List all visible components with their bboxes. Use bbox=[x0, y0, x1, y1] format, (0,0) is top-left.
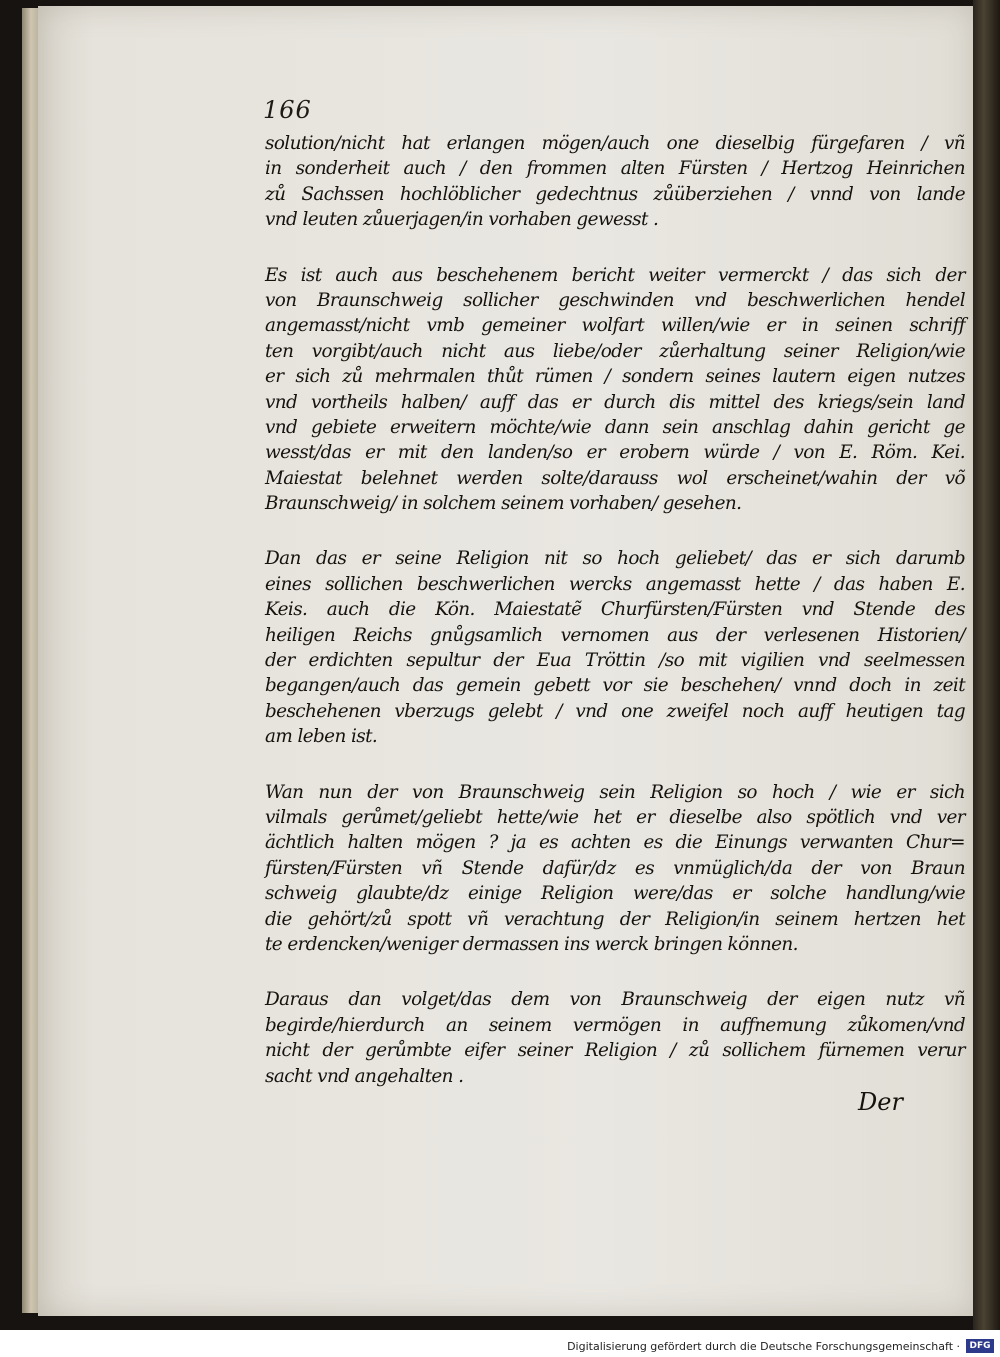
text-line: Maiestat belehnet werden solte/darauss wol erscheinet/wahin der võ bbox=[265, 467, 965, 489]
text-line: ten vorgibt/auch nicht aus liebe/oder zůerhaltung seiner Religion/wie bbox=[265, 340, 965, 362]
text-line: vnd gebiete erweitern möchte/wie dann sein anschlag dahin gericht ge bbox=[265, 416, 965, 438]
text-line: Daraus dan volget/das dem von Braunschweig der eigen nutz vñ bbox=[265, 989, 965, 1011]
text-line: eines sollichen beschwerlichen wercks angemasst hette / das haben E. bbox=[265, 573, 965, 595]
text-line: te erdencken/weniger dermassen ins werck bringen können. bbox=[265, 933, 798, 955]
page-shadow-strip bbox=[973, 0, 1000, 1330]
text-line: vnd vortheils halben/ auff das er durch dis mittel des kriegs/sein land bbox=[265, 391, 965, 413]
text-line: sacht vnd angehalten . bbox=[265, 1065, 464, 1087]
catchword: Der bbox=[858, 1088, 903, 1116]
footer-credit: Digitalisierung gefördert durch die Deutsche Forschungsgemeinschaft · bbox=[567, 1340, 960, 1353]
paragraph-2 bbox=[265, 263, 965, 517]
text-line: wesst/das er mit den landen/so er erobern würde / von E. Röm. Kei. bbox=[265, 442, 965, 464]
text-line: vilmals gerůmet/geliebt hette/wie het er dieselbe also spötlich vnd ver bbox=[265, 806, 965, 828]
text-line: von Braunschweig sollicher geschwinden vnd beschwerlichen hendel bbox=[265, 289, 965, 311]
text-line: heiligen Reichs gnůgsamlich vernomen aus der verlesenen Historien/ bbox=[265, 624, 965, 646]
text-line: begirde/hierdurch an seinem vermögen in auffnemung zůkomen/vnd bbox=[265, 1014, 965, 1036]
text-line: Wan nun der von Braunschweig sein Religion so hoch / wie er sich bbox=[265, 781, 965, 803]
text-line: solution/nicht hat erlangen mögen/auch one dieselbig fürgefaren / vñ bbox=[265, 133, 965, 154]
paragraph-1 bbox=[265, 131, 965, 233]
text-line: fürsten/Fürsten vñ Stende dafür/dz es vnmüglich/da der von Braun bbox=[265, 857, 965, 879]
text-line: zů Sachssen hochlöblicher gedechtnus zůüberziehen / vnnd von lande bbox=[265, 183, 965, 205]
dfg-logo: DFG bbox=[966, 1339, 994, 1353]
paragraph-4 bbox=[265, 780, 965, 958]
paragraph-3 bbox=[265, 546, 965, 749]
text-line: der erdichten sepultur der Eua Tröttin /so mit vigilien vnd seelmessen bbox=[265, 650, 965, 672]
text-line: in sonderheit auch / den frommen alten Fürsten / Hertzog Heinrichen bbox=[265, 158, 965, 180]
text-line: begangen/auch das gemein gebett vor sie beschehen/ vnnd doch in zeit bbox=[265, 675, 965, 697]
text-line: am leben ist. bbox=[265, 726, 378, 748]
text-line: Keis. auch die Kön. Maiestatẽ Churfürsten/Fürsten vnd Stende des bbox=[265, 599, 965, 621]
text-line: angemasst/nicht vmb gemeiner wolfart willen/wie er in seinen schriff bbox=[265, 315, 965, 337]
text-line: ächtlich halten mögen ? ja es achten es die Einungs verwanten Chur= bbox=[265, 832, 965, 854]
text-block bbox=[265, 131, 965, 1089]
paragraph-5 bbox=[265, 987, 965, 1089]
text-line: vnd leuten zůuerjagen/in vorhaben gewesst . bbox=[265, 209, 659, 231]
page-number: 166 bbox=[263, 96, 312, 124]
text-line: Es ist auch aus beschehenem bericht weiter vermerckt / das sich der bbox=[265, 264, 965, 286]
text-line: Dan das er seine Religion nit so hoch geliebet/ das er sich darumb bbox=[265, 548, 965, 570]
text-line: schweig glaubte/dz einige Religion were/das er solche handlung/wie bbox=[265, 883, 965, 905]
text-line: beschehenen vberzugs gelebt / vnd one zweifel noch auff heutigen tag bbox=[265, 700, 965, 722]
text-line: er sich zů mehrmalen thůt rümen / sondern seines lautern eigen nutzes bbox=[265, 366, 965, 388]
text-line: die gehört/zů spott vñ verachtung der Religion/in seinem hertzen het bbox=[265, 908, 965, 930]
text-line: nicht der gerůmbte eifer seiner Religion / zů sollichem fürnemen verur bbox=[265, 1040, 965, 1062]
text-line: Braunschweig/ in solchem seinem vorhaben/ gesehen. bbox=[265, 493, 742, 515]
